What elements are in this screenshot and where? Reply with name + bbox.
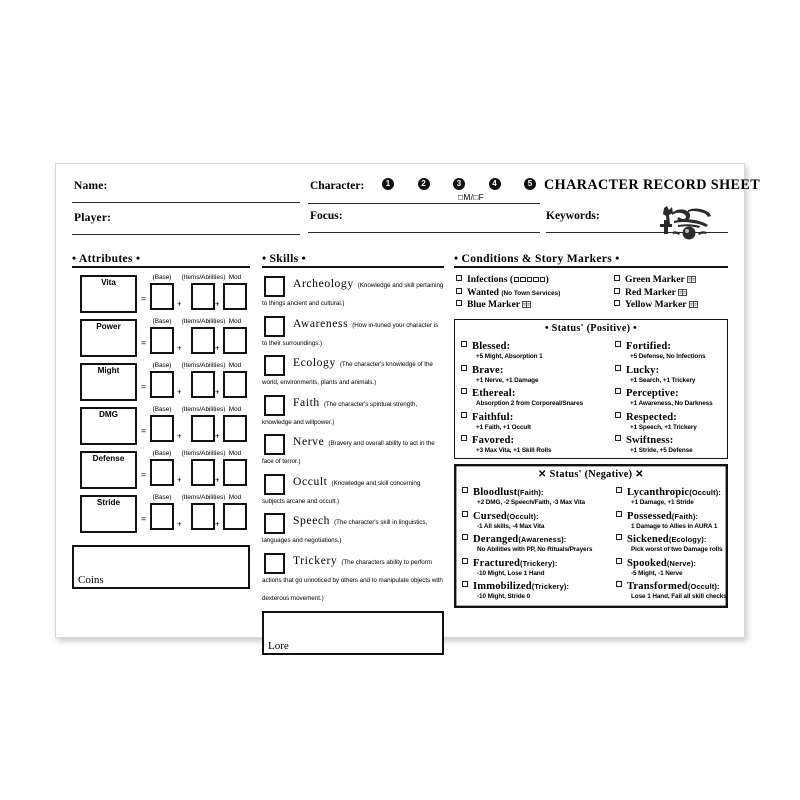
skill-text — [262, 472, 420, 507]
skill-checkbox[interactable] — [264, 276, 285, 297]
status-skill: (Faith): — [671, 511, 699, 521]
base-caption: (Base) — [152, 494, 172, 501]
condition-label: Yellow Marker — [625, 299, 687, 310]
plus-sign: + — [215, 344, 220, 353]
condition-checkbox[interactable] — [456, 288, 462, 294]
book-marker-icon — [678, 289, 687, 296]
plus-sign: + — [215, 520, 220, 529]
skill-item — [262, 472, 444, 508]
status-effect: +1 Damage, +1 Stride — [631, 499, 694, 506]
plus-sign: + — [177, 476, 182, 485]
status-name: Cursed(Occult): — [473, 510, 539, 522]
mod-caption: Mod — [228, 450, 242, 457]
plus-sign: + — [215, 476, 220, 485]
character-pip-1[interactable]: 1 — [382, 178, 394, 190]
status-skill: (Trickery): — [520, 558, 558, 568]
status-row[interactable] — [462, 553, 612, 577]
mod-caption: Mod — [228, 494, 242, 501]
attribute-row-stride — [72, 494, 250, 535]
skill-checkbox[interactable] — [264, 474, 285, 495]
mod-box[interactable] — [223, 327, 247, 354]
status-row[interactable] — [616, 529, 766, 553]
status-row[interactable] — [462, 529, 612, 553]
skill-name: Ecology — [293, 356, 336, 369]
mod-box[interactable] — [223, 283, 247, 310]
player-label: Player: — [74, 212, 112, 224]
character-number-pips[interactable] — [382, 178, 536, 190]
mod-box[interactable] — [223, 503, 247, 530]
attribute-name: Power — [96, 322, 121, 331]
status-row[interactable] — [461, 383, 611, 407]
book-marker-icon — [689, 301, 698, 308]
status-row[interactable] — [462, 576, 612, 600]
skill-text — [262, 551, 443, 604]
plus-sign: + — [177, 432, 182, 441]
infection-box[interactable] — [514, 277, 520, 283]
character-pip-4[interactable]: 4 — [489, 178, 501, 190]
status-checkbox[interactable] — [462, 534, 468, 540]
character-pip-5[interactable]: 5 — [524, 178, 536, 190]
skill-description: (The character's knowledge of the world, environments, plants and animals.) — [262, 361, 433, 386]
status-row[interactable] — [461, 336, 611, 360]
attribute-row-power — [72, 318, 250, 359]
base-caption: (Base) — [152, 362, 172, 369]
attributes-section-title: • Attributes • — [72, 252, 250, 268]
base-caption: (Base) — [152, 274, 172, 281]
skill-item — [262, 511, 444, 547]
player-rule — [72, 234, 300, 235]
skill-description: (Knowledge and skill pertaining to things ancient and cultural.) — [262, 282, 444, 307]
attribute-total-box[interactable] — [80, 407, 137, 445]
items-caption: (Items/Abilities) — [181, 362, 226, 369]
attribute-total-box[interactable] — [80, 275, 137, 313]
character-pip-3[interactable]: 3 — [453, 178, 465, 190]
skill-checkbox[interactable] — [264, 395, 285, 416]
status-checkbox[interactable] — [615, 435, 621, 441]
status-effect: 1 Damage to Allies in AURA 1 — [631, 522, 718, 530]
base-box[interactable] — [150, 283, 174, 310]
condition-label: Blue Marker — [467, 299, 521, 310]
condition-checkbox[interactable] — [614, 288, 620, 294]
character-pip-2[interactable]: 2 — [418, 178, 430, 190]
condition-row[interactable] — [456, 287, 608, 300]
status-effect: Pick worst of two Damage rolls — [631, 546, 723, 553]
skill-name: Occult — [293, 474, 328, 488]
attribute-row-dmg — [72, 406, 250, 447]
attribute-total-box[interactable] — [80, 363, 137, 401]
status-skill: (Awareness): — [518, 535, 567, 544]
status-positive-right — [615, 336, 765, 454]
skill-description: (The character's spiritual strength, knowledge and willpower.) — [262, 400, 418, 426]
status-checkbox[interactable] — [616, 558, 622, 564]
skill-item — [262, 274, 444, 310]
status-skill: (Occult): — [687, 582, 720, 591]
focus-rule[interactable] — [308, 232, 540, 233]
character-row — [308, 177, 761, 204]
status-effect: Lose 1 Hand, Fail all skill checks — [631, 593, 727, 600]
player-field[interactable] — [72, 210, 300, 236]
attribute-name: Might — [97, 366, 120, 375]
status-positive-panel — [454, 319, 728, 459]
items-box[interactable] — [191, 283, 215, 310]
skill-text — [262, 511, 427, 546]
status-checkbox[interactable] — [616, 511, 622, 517]
mod-caption: Mod — [228, 318, 242, 325]
status-row[interactable] — [615, 383, 765, 407]
items-box[interactable] — [191, 415, 215, 442]
plus-sign: + — [215, 300, 220, 309]
status-row[interactable] — [615, 336, 765, 360]
status-name: Transformed(Occult): — [627, 581, 720, 592]
plus-sign: + — [215, 388, 220, 397]
status-checkbox[interactable] — [462, 487, 468, 493]
status-name: Fractured(Trickery): — [473, 557, 558, 569]
status-negative-grid — [460, 482, 727, 602]
equals-sign: = — [141, 294, 147, 304]
status-effect: +1 Nerve, +1 Damage — [476, 376, 539, 384]
equals-sign: = — [141, 338, 147, 348]
skill-checkbox[interactable] — [264, 316, 285, 337]
status-name: Immobilized(Trickery): — [473, 581, 570, 592]
status-negative-panel — [454, 464, 728, 608]
skill-description: (Knowledge and skill concerning subjects arcane and occult.) — [262, 479, 421, 505]
status-name: Faithful: — [472, 411, 514, 423]
skills-section-title: • Skills • — [262, 252, 444, 268]
status-positive-left — [461, 336, 611, 454]
equals-sign: = — [141, 514, 147, 524]
status-skill: (Trickery): — [531, 582, 570, 591]
sheet-header — [72, 177, 761, 238]
coins-box[interactable] — [72, 545, 250, 589]
skill-item — [262, 393, 444, 429]
book-marker-icon — [687, 276, 696, 283]
condition-row[interactable] — [614, 287, 766, 300]
character-record-sheet — [55, 163, 761, 652]
base-box[interactable] — [150, 503, 174, 530]
attribute-name: DMG — [98, 410, 119, 419]
status-row[interactable] — [616, 576, 766, 600]
skill-name: Archeology — [293, 277, 354, 290]
attribute-name: Stride — [96, 498, 121, 507]
base-caption: (Base) — [152, 406, 172, 413]
skill-checkbox[interactable] — [264, 355, 285, 376]
skill-item — [262, 432, 444, 468]
infection-box[interactable] — [533, 277, 539, 283]
skills-column — [262, 252, 444, 652]
plus-sign: + — [215, 432, 220, 441]
mod-caption: Mod — [228, 274, 242, 281]
status-name: Deranged(Awareness): — [473, 534, 567, 545]
condition-row[interactable] — [456, 299, 608, 312]
skill-checkbox[interactable] — [264, 513, 285, 534]
status-checkbox[interactable] — [616, 534, 622, 540]
name-label: Name: — [74, 180, 108, 192]
status-skill: (Nerve): — [666, 558, 697, 568]
skill-item — [262, 314, 444, 350]
items-box[interactable] — [191, 327, 215, 354]
status-row[interactable] — [615, 430, 765, 454]
status-row[interactable] — [615, 407, 765, 431]
mod-caption: Mod — [228, 406, 242, 413]
base-caption: (Base) — [152, 318, 172, 325]
status-name: Lucky: — [626, 364, 660, 376]
status-effect: +1 Awareness, No Darkness — [630, 400, 713, 407]
status-checkbox[interactable] — [616, 581, 622, 587]
conditions-grid — [454, 274, 728, 314]
status-skill: (Occult): — [506, 511, 539, 521]
status-effect: -5 Might, -1 Nerve — [631, 569, 683, 577]
plus-sign: + — [177, 520, 182, 529]
condition-note: (No Town Services) — [501, 289, 561, 297]
keywords-label: Keywords: — [546, 210, 600, 222]
status-checkbox[interactable] — [615, 365, 621, 371]
status-positive-grid — [459, 336, 723, 454]
status-checkbox[interactable] — [461, 435, 467, 441]
condition-checkbox[interactable] — [614, 300, 620, 306]
items-box[interactable] — [191, 371, 215, 398]
status-effect: -1 All skills, -4 Max Vita — [477, 522, 545, 530]
condition-label: Red Marker — [625, 286, 676, 298]
attribute-total-box[interactable] — [80, 319, 137, 357]
status-checkbox[interactable] — [462, 581, 468, 587]
mod-box[interactable] — [223, 371, 247, 398]
skill-name: Speech — [293, 514, 331, 527]
status-name: Sickened(Ecology): — [627, 534, 707, 545]
conditions-left — [456, 274, 608, 312]
base-box[interactable] — [150, 327, 174, 354]
skill-name: Faith — [293, 395, 320, 409]
coins-label: Coins — [78, 574, 104, 586]
status-name: Favored: — [472, 435, 515, 446]
base-box[interactable] — [150, 415, 174, 442]
base-box[interactable] — [150, 459, 174, 486]
name-rule — [72, 202, 300, 203]
skill-text — [262, 314, 438, 349]
items-caption: (Items/Abilities) — [181, 274, 226, 281]
status-checkbox[interactable] — [615, 412, 621, 418]
condition-row[interactable] — [614, 274, 766, 287]
items-box[interactable] — [191, 503, 215, 530]
status-name: Swiftness: — [626, 435, 674, 446]
status-row[interactable] — [462, 506, 612, 530]
attribute-row-vita — [72, 274, 250, 315]
status-row[interactable] — [616, 482, 766, 506]
skill-text — [262, 432, 435, 467]
items-caption: (Items/Abilities) — [181, 318, 226, 325]
status-effect: +3 Max Vita, +1 Skill Rolls — [476, 447, 552, 454]
skill-description: (How in-tuned your character is to their surroundings.) — [262, 321, 439, 347]
conditions-right — [614, 274, 766, 312]
skill-name: Awareness — [293, 316, 349, 330]
skill-name: Trickery — [293, 553, 338, 567]
status-effect: -10 Might, Lose 1 Hand — [477, 569, 545, 577]
items-caption: (Items/Abilities) — [181, 450, 226, 457]
condition-checkbox[interactable] — [456, 300, 462, 306]
status-effect: +2 DMG, -2 Speech/Faith, -3 Max Vita — [477, 499, 585, 506]
character-label: Character: — [310, 180, 365, 192]
conditions-column — [454, 252, 728, 627]
items-box[interactable] — [191, 459, 215, 486]
folklore-the-affliction-logo-icon — [658, 204, 720, 240]
infection-box[interactable] — [527, 277, 533, 283]
attributes-rows — [72, 274, 250, 535]
status-row[interactable] — [461, 430, 611, 454]
skill-description: (The characters ability to perform actions that go unnoticed by others and to manipulate objects with dexterous movement.) — [262, 558, 443, 602]
status-row[interactable] — [616, 553, 766, 577]
items-caption: (Items/Abilities) — [181, 406, 226, 413]
status-effect: -10 Might, Stride 0 — [477, 593, 531, 600]
status-name: Respected: — [626, 411, 677, 423]
status-checkbox[interactable] — [461, 365, 467, 371]
attribute-row-might — [72, 362, 250, 403]
skill-checkbox[interactable] — [264, 434, 285, 455]
status-row[interactable] — [616, 506, 766, 530]
focus-label: Focus: — [310, 210, 343, 222]
status-negative-right — [616, 482, 766, 600]
status-effect: Absorption 2 from Corporeal/Snares — [476, 400, 584, 407]
status-checkbox[interactable] — [462, 511, 468, 517]
status-positive-title: • Status' (Positive) • — [544, 323, 638, 334]
status-effect: +1 Search, +1 Trickery — [630, 376, 696, 384]
status-effect: +1 Stride, +5 Defense — [630, 447, 693, 454]
skill-item — [262, 353, 444, 389]
plus-sign: + — [177, 388, 182, 397]
status-effect: +1 Speech, +1 Trickery — [630, 423, 697, 431]
status-name: Ethereal: — [472, 388, 516, 399]
status-checkbox[interactable] — [616, 487, 622, 493]
sex-selector[interactable]: □M/□F — [458, 192, 485, 202]
attribute-total-box[interactable] — [80, 495, 137, 533]
status-effect: +1 Faith, +1 Occult — [476, 423, 531, 431]
status-name: Brave: — [472, 364, 504, 376]
equals-sign: = — [141, 426, 147, 436]
status-checkbox[interactable] — [462, 558, 468, 564]
equals-sign: = — [141, 382, 147, 392]
status-row[interactable] — [461, 407, 611, 431]
conditions-section-title: • Conditions & Story Markers • — [454, 252, 728, 268]
attribute-total-box[interactable] — [80, 451, 137, 489]
base-caption: (Base) — [152, 450, 172, 457]
status-checkbox[interactable] — [461, 412, 467, 418]
status-effect: +5 Defense, No Infections — [630, 353, 706, 360]
attribute-name: Vita — [101, 278, 116, 287]
condition-checkbox[interactable] — [614, 275, 620, 281]
condition-label: Wanted — [467, 286, 499, 298]
skill-text — [262, 393, 417, 428]
attributes-column — [72, 252, 250, 627]
plus-sign: + — [177, 344, 182, 353]
attribute-name: Defense — [92, 454, 125, 463]
status-row[interactable] — [615, 360, 765, 384]
condition-row[interactable] — [456, 274, 608, 287]
mod-caption: Mod — [228, 362, 242, 369]
skill-name: Nerve — [293, 435, 325, 448]
book-marker-icon — [522, 301, 531, 308]
infection-box[interactable] — [540, 277, 546, 283]
status-skill: (Faith): — [517, 488, 544, 497]
infection-boxes[interactable]: ( ) — [509, 274, 549, 285]
condition-row[interactable] — [614, 299, 766, 312]
condition-label: Green Marker — [625, 274, 685, 285]
status-negative-left — [462, 482, 612, 600]
lore-label: Lore — [268, 639, 289, 652]
skill-text — [262, 353, 433, 388]
status-row[interactable] — [462, 482, 612, 506]
skill-checkbox[interactable] — [264, 553, 285, 574]
plus-sign: + — [177, 300, 182, 309]
status-checkbox[interactable] — [615, 388, 621, 394]
name-field[interactable] — [72, 178, 300, 204]
status-name: Bloodlust(Faith): — [473, 487, 544, 498]
base-box[interactable] — [150, 371, 174, 398]
status-checkbox[interactable] — [615, 341, 621, 347]
equals-sign: = — [141, 470, 147, 480]
status-name: Lycanthropic(Occult): — [627, 487, 721, 498]
status-checkbox[interactable] — [461, 388, 467, 394]
status-negative-title: ✕ Status' (Negative) ✕ — [537, 469, 644, 480]
status-name: Blessed: — [472, 341, 511, 352]
status-name: Fortified: — [626, 341, 672, 352]
items-caption: (Items/Abilities) — [181, 494, 226, 501]
mod-box[interactable] — [223, 415, 247, 442]
condition-checkbox[interactable] — [456, 275, 462, 281]
status-name: Spooked(Nerve): — [627, 557, 697, 569]
status-effect: No Abilities with PP, No Rituals/Prayers — [477, 546, 593, 553]
status-checkbox[interactable] — [461, 341, 467, 347]
lore-box[interactable] — [262, 611, 444, 655]
character-rule — [308, 203, 540, 204]
status-name: Possessed(Faith): — [627, 510, 699, 522]
status-row[interactable] — [461, 360, 611, 384]
skills-list — [262, 274, 444, 605]
status-name: Perceptive: — [626, 388, 679, 399]
status-skill: (Ecology): — [668, 535, 707, 544]
skill-description: (The character's skill in linguistics, languages and negotiations.) — [262, 519, 428, 544]
status-skill: (Occult): — [689, 488, 721, 497]
mod-box[interactable] — [223, 459, 247, 486]
skill-text — [262, 274, 443, 309]
attribute-row-defense — [72, 450, 250, 491]
skill-description: (Bravery and overall ability to act in the face of terror.) — [262, 440, 435, 465]
infection-box[interactable] — [520, 277, 526, 283]
page-title: CHARACTER RECORD SHEET — [544, 177, 761, 193]
condition-label: Infections — [467, 274, 508, 285]
skill-item — [262, 551, 444, 605]
status-effect: +5 Might, Absorption 1 — [476, 353, 543, 360]
